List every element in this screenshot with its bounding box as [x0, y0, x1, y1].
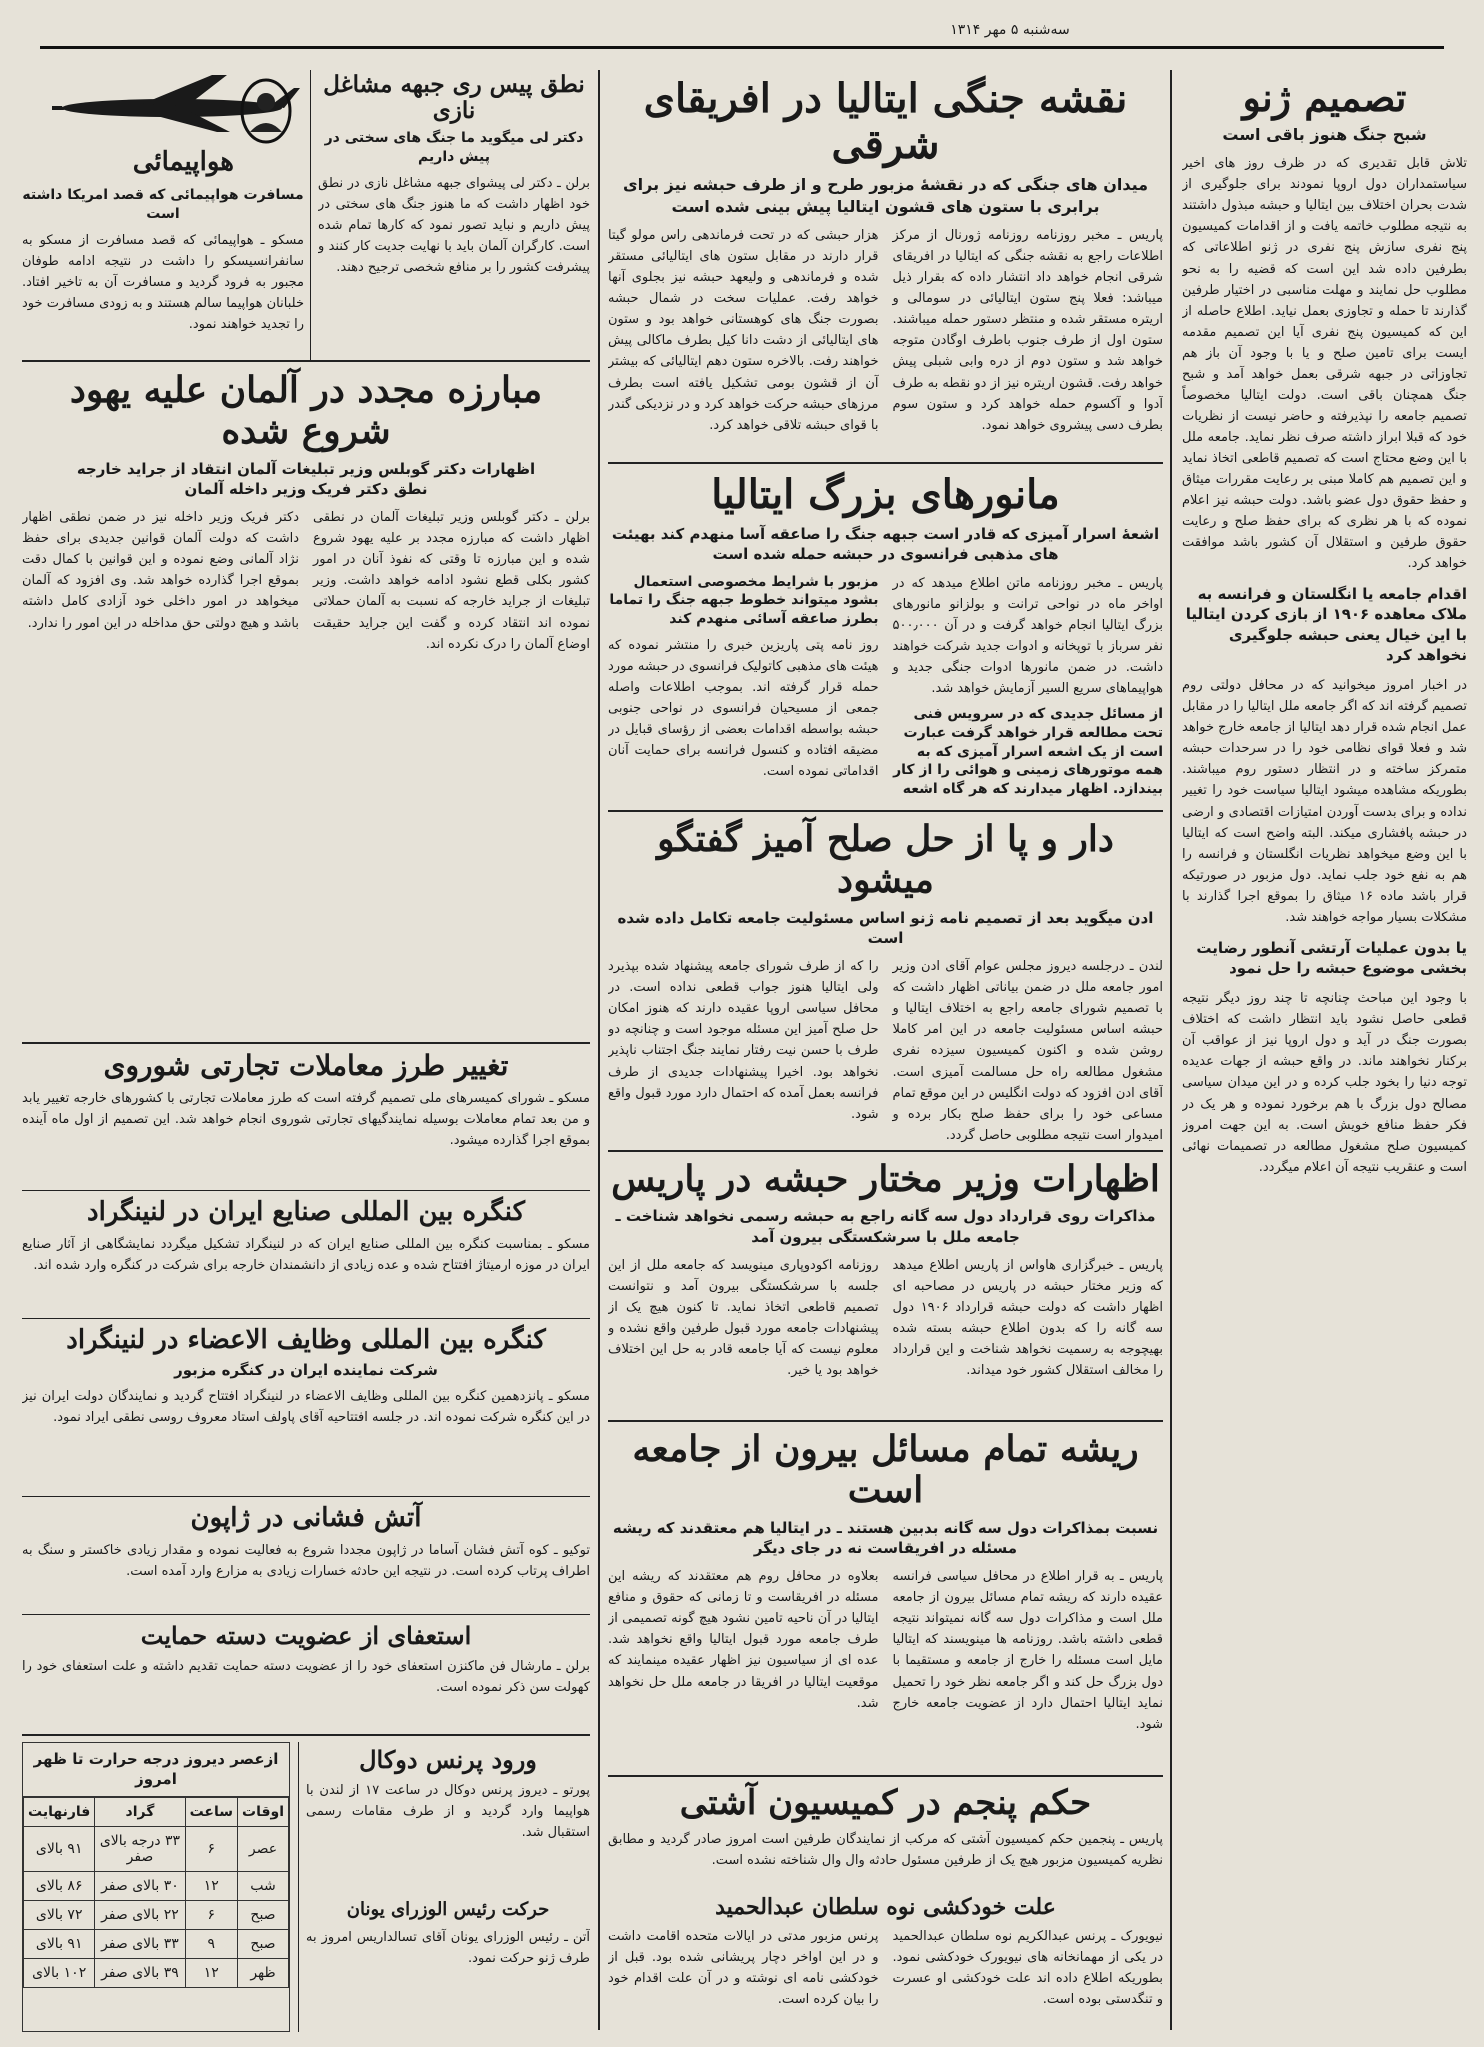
article-physiology-congress — [22, 1322, 590, 1492]
section-rule — [22, 1042, 590, 1044]
table-row — [24, 1929, 289, 1958]
article-body: دکتر فریک وزیر داخله نیز در ضمن نطقی اظهار داشت که دولت آلمان قوانین جدیدی برای حفظ نژاد آلمانی وضع نموده و این قوانین با کمال دقت بموقع اجرا گذارده خواهد شد. وی افزود که آلمان میخواهد در امور داخلی خود آزادی کامل داشته باشد و هیچ دولتی حق مداخله در این امور را ندارد. — [22, 510, 299, 631]
article-body: تلاش قابل تقدیری که در ظرف روز های اخیر سیاستمداران دول اروپا نمودند برای جلوگیری از شدت بحران اختلاف بین ایتالیا و حبشه مبذول داشتند به نتیجه مطلوب خاتمه یافت و از اقدامات کمیسیون پنج نفری سازش پنج نفری در ژنو اطلاعاتی که بطرفین داده شد این است که قضیه را به نحو مطلوب حل نمایند و مهلت مناسبی در اختیار طرفین گذارند تا حمله و تجاوزی بعمل نیاید. اطلاع حاصله از این که کمیسیون پنج نفری آیا این تصمیم مقدمه ایست برای تامین صلح و یا با وجود آن باز هم تجاوزاتی در جبهه شرقی بعمل خواهد آمد و شبح جنگ همچنان باقی است. دولت ایتالیا مخصوصاً تصمیم جامعه را نپذیرفته و حاضر نیست از نظریات خود که قبلا ابراز داشته صرف نظر نماید. جامعه ملل با این وضع محتاج است که تصمیم قاطعی اتخاذ نماید و این تصمیم هم کاملا مبنی بر رعایت مقررات میثاق و حفظ حقوق دول عضو باشد. دولت حبشه نیز اعلام نموده که با هر نظری که برای حفظ صلح و رعایت حقوق طرفین و استقلال آن کشور باشد موافقت خواهد کرد. — [1182, 156, 1467, 572]
column-divider — [298, 1742, 299, 2032]
article-abdulhamid-grandson — [608, 1893, 1163, 2033]
article-body: توکیو ـ کوه آتش فشان آساما در ژاپون مجددا شروع به فعالیت نموده و مقدار زیادی خاکستر و سنگ به اطراف پرتاب کرده است. در نتیجه این حادثه خسارات زیادی به مزارع وارد آمده است. — [22, 1542, 590, 1579]
table-cell: ۲۲ بالای صفر — [95, 1900, 185, 1929]
article-body: مسکو ـ بمناسبت کنگره بین المللی صنایع ایران که در لنینگراد تشکیل میگردد نمایشگاهی از آثار صنایع ایران در موزه ارمیتاژ افتتاح شده و عده زیادی از دانشمندان خارجه برای شرکت در کنگره وارد شده اند. — [22, 1236, 590, 1273]
article-body: برلن ـ دکتر گوبلس وزیر تبلیغات آلمان در نطقی اظهار داشت که مبارزه مجدد بر علیه یهود شروع شده و این مبارزه تا وقتی که نفوذ آنان در امور کشور بکلی قطع نشود ادامه خواهد داشت. وزیر تبلیغات از جراید خارجه که نسبت به آلمان حملاتی نموده اند انتقاد کرده و گفت این جراید حقیقت اوضاع آلمان را درک نکرده اند. — [313, 510, 590, 652]
column-divider — [310, 70, 311, 360]
table-cell: ۷۲ بالای — [24, 1900, 95, 1929]
table-cell: ۳۹ بالای صفر — [95, 1958, 185, 1987]
subheadline: دکتر لی میگوید ما جنگ های سختی در پیش داریم — [324, 129, 584, 165]
table-cell: شب — [238, 1871, 289, 1900]
section-rule — [22, 1614, 590, 1615]
table-cell: ۹۱ بالای — [24, 1929, 95, 1958]
temperature-box — [22, 1742, 290, 2032]
headline: حکم پنجم در کمیسیون آشتی — [679, 1783, 1092, 1823]
article-body: مسکو ـ شورای کمیسرهای ملی تصمیم گرفته است که طرز معاملات تجارتی با کشورهای خارجه تغییر یابد و من بعد تمام معاملات بوسیله نمایندگیهای تجارتی شوروی انجام خواهد شد. این تصمیم از اول ماه آینده بموقع اجرا گذارده میشود. — [22, 1091, 590, 1149]
article-body: برلن ـ دکتر لی پیشوای جبهه مشاغل نازی در نطق خود اظهار داشت که ما هنوز جنگ های سختی در پیش داریم و نباید تصور نمود که کارها تمام شده است. کارگران آلمان باید با نهایت جدیت کار کنند و پیشرفت کشور را بر منافع شخصی ترجیح دهند. — [318, 175, 590, 275]
table-header: ساعت — [185, 1797, 237, 1826]
article-conciliation-commission — [608, 1780, 1163, 1890]
headline: دار و پا از حل صلح آمیز گفتگو میشود — [657, 818, 1114, 902]
article-body: روز نامه پتی پاریزین خبری را منتشر نموده که هیئت های مذهبی کاتولیک فرانسوی در حبشه مورد حمله قرار گرفته اند. بموجب اطلاعات واصله جمعی از مسیحیان فرانسوی در نواحی جنوبی حبشه بواسطه اقدامات بعضی از رؤسای قبایل در مضیقه افتاده و کنسول فرانسه برای حمایت آنان اقداماتی نموده است. — [608, 638, 879, 780]
headline: کنگره بین المللی وظایف الاعضاء در لنینگراد — [66, 1325, 546, 1355]
section-rule — [608, 462, 1163, 464]
bold-paragraph: اقدام جامعه یا انگلستان و فرانسه به ملاک معاهده ۱۹۰۶ از بازی کردن ایتالیا با این خیال یعنی حبشه جلوگیری نخواهد کرد — [1185, 585, 1467, 664]
headline: اظهارات وزیر مختار حبشه در پاریس — [611, 1158, 1160, 1200]
article-soviet-trade — [22, 1046, 590, 1186]
article-body: پاریس ـ پنجمین حکم کمیسیون آشتی که مرکب از نمایندگان طرفین است امروز صادر گردید و مطابق نظریه کمیسیون مزبور هیچ یک از طرفین مسئول حادثه وال وال شناخته نشده است. — [608, 1832, 1163, 1869]
section-title: هواپیمائی — [132, 147, 234, 177]
column-divider — [598, 70, 600, 2030]
section-rule — [608, 1420, 1163, 1422]
section-rule — [22, 360, 590, 362]
article-body: برلن ـ مارشال فن ماکنزن استعفای خود را از عضویت دسته حمایت تقدیم داشته و علت استعفای خود را کهولت سن ذکر نموده است. — [22, 1658, 590, 1695]
subheadline: شرکت نماینده ایران در کنگره مزبور — [174, 1360, 438, 1379]
subheadline: نسبت بمذاکرات دول سه گانه بدبین هستند ـ در ایتالیا هم معتقدند که ریشه مسئله در افریقاست نه در جای دیگر — [612, 1518, 1159, 1558]
aviation-section — [22, 70, 304, 355]
table-cell: ۳۳ بالای صفر — [95, 1929, 185, 1958]
article-body: نیویورک ـ پرنس عبدالکریم نوه سلطان عبدالحمید در یکی از مهمانخانه های نیویورک خودکشی نمود. بطوریکه اطلاع داده اند علت خودکشی او عسرت و تنگدستی بوده است. — [892, 1929, 1163, 2008]
headline: ورود پرنس دوکال — [359, 1745, 537, 1774]
subheadline: اشعهٔ اسرار آمیزی که قادر است جبهه جنگ را صاعقه آسا منهدم کند بهیئت های مذهبی فرانسوی در حبشه حمله شده است — [611, 525, 1160, 564]
section-rule — [608, 810, 1163, 812]
table-cell: ۱۲ — [185, 1958, 237, 1987]
article-nazi-labor-front — [318, 70, 590, 355]
headline: مبارزه مجدد در آلمان علیه یهود شروع شده — [69, 369, 543, 453]
article-body: آتن ـ رئیس الوزرای یونان آقای تسالداریس امروز به طرف ژنو حرکت نمود. — [306, 1929, 590, 1966]
article-italy-maneuvers — [608, 468, 1163, 805]
table-cell: ۱۲ — [185, 1871, 237, 1900]
masthead-date: سه‌شنبه ۵ مهر ۱۳۱۴ — [950, 22, 1070, 38]
table-row — [24, 1826, 289, 1871]
article-ethiopian-minister — [608, 1155, 1163, 1415]
table-cell: صبح — [238, 1900, 289, 1929]
article-prince-arrival — [306, 1742, 590, 1892]
article-body: با وجود این مباحث چنانچه تا چند روز دیگر نتیجه قطعی حاصل نشود باید انتظار داشت که اختلاف بصورت جنگ در آید و دول اروپا نیز از عواقب آن برکنار نخواهند ماند. در واقع حبشه از جهات عدیده توجه دنیا را بخود جلب کرده و در این میدان سیاسی مصالح دول بزرگ با هم برخورد نموده و هر یک در فکر حفظ منافع خویش است. به این جهت امروز کمیسیون صلح مشغول مطالعه در تصمیمات نهائی است و عنقریب نتیجه آن اعلام میگردد. — [1182, 991, 1467, 1175]
headline: تصمیم ژنو — [1242, 75, 1407, 120]
subheadline: میدان های جنگی که در نقشهٔ مزبور طرح و از طرف حبشه نیز برای برابری با ستون های قشون ایتالیا پیش بینی شده است — [622, 175, 1149, 216]
article-body: را که از طرف شورای جامعه پیشنهاد شده بپذیرد ولی ایتالیا هنوز جواب قطعی نداده است. در محافل سیاسی اروپا عقیده دارند که هنوز امکان حل صلح آمیز این مسئله موجود است و چنانچه دو طرف با حسن نیت رفتار نمایند جنگ اجتناب ناپذیر نخواهد بود. اخیرا پیشنهادات جدیدی از طرف فرانسه بعمل آمده که احتمال دارد مورد قبول واقع شود. — [608, 959, 879, 1122]
headline: تغییر طرز معاملات تجارتی شوروی — [103, 1049, 509, 1082]
table-header: اوقات — [238, 1797, 289, 1826]
headline: آتش فشانی در ژاپون — [190, 1503, 422, 1533]
table-cell: ۶ — [185, 1900, 237, 1929]
table-cell: عصر — [238, 1826, 289, 1871]
table-header: گراد — [95, 1797, 185, 1826]
table-cell: صبح — [238, 1929, 289, 1958]
column-divider — [1170, 70, 1172, 2030]
table-row — [24, 1871, 289, 1900]
table-cell: ۳۳ درجه بالای صفر — [95, 1826, 185, 1871]
article-root-of-issues — [608, 1425, 1163, 1770]
table-row — [24, 1900, 289, 1929]
article-peaceful-solution — [608, 815, 1163, 1145]
section-rule — [22, 1190, 590, 1191]
article-iran-arts-congress — [22, 1194, 590, 1314]
masthead-rule — [40, 46, 1444, 49]
section-rule — [22, 1496, 590, 1497]
article-body: پورتو ـ دیروز پرنس دوکال در ساعت ۱۷ از لندن با هواپیما وارد گردید و از طرف مقامات رسمی استقبال شد. — [306, 1782, 590, 1840]
section-rule — [608, 1150, 1163, 1152]
subheadline: شبح جنگ هنوز باقی است — [1222, 124, 1427, 144]
article-body: پاریس ـ مخبر روزنامه روزنامه ژورنال از مرکز اطلاعات راجع به نقشه جنگی که ایتالیا در افریقای شرقی انجام خواهد داد انتشار داده که بقرار ذیل میباشد: فعلا پنج ستون ایتالیائی در سومالی و اریتره مستقر شده و منتظر دستور حمله میباشند. ستون اول از طرف جنوب باطرف اوگادن متوجه خواهد شد و ستون دوم از دره وابی شبلی پیش خواهد رفت. قشون اریتره نیز از دو نقطه به طرف آدوا و آکسوم حمله خواهد کرد و ستون سوم بطرف دسی پیشروی خواهد نمود. — [892, 228, 1163, 433]
article-body: بعلاوه در محافل روم هم معتقدند که ریشه این مسئله در افریقاست و تا زمانی که حقوق و منافع ایتالیا در آن ناحیه تامین نشود هیچ گونه تصمیمی از طرف جامعه مورد قبول ایتالیا واقع نخواهد شد. عده ای از سیاسیون نیز اظهار عقیده مینمایند که موقعیت ایتالیا در افریقا در جامعه ملل حل نخواهد شد. — [608, 1569, 879, 1711]
table-cell: ۳۰ بالای صفر — [95, 1871, 185, 1900]
subheadline: ادن میگوید بعد از تصمیم نامه ژنو اساس مسئولیت جامعه تکامل داده شده است — [617, 908, 1154, 948]
table-cell: ۹ — [185, 1929, 237, 1958]
headline: علت خودکشی نوه سلطان عبدالحمید — [715, 1894, 1056, 1920]
article-body: مسکو ـ هواپیمائی که قصد مسافرت از مسکو به سانفرانسیسکو را داشت در نتیجه ادامه طوفان مجبور به فرود گردید و مسافرت آن به تاخیر افتاد. خلبانان هواپیما سالم هستند و به زودی مسافرت خود را تجدید خواهند نمود. — [22, 232, 304, 332]
headline: کنگره بین المللی صنایع ایران در لنینگراد — [87, 1197, 525, 1227]
article-body: پاریس ـ مخبر روزنامه ماتن اطلاع میدهد که در اواخر ماه در نواحی ترانت و بولزانو مانورهای بزرگ ایتالیا انجام خواهد گرفت و در آن ۵۰۰٫۰۰۰ نفر سرباز با توپخانه و ادوات جدید شرکت خواهند داشت. در ضمن مانورها ادوات جنگی جدید و هواپیماهای سریع السیر آزمایش خواهد شد. — [892, 575, 1163, 696]
article-italy-war-plan — [608, 70, 1163, 455]
article-body: در اخبار امروز میخوانید که در محافل دولتی روم تصمیم گرفته اند که اگر جامعه ملل ایتالیا را در مقابل عمل انجام شده قرار دهد ایتالیا از جامعه خارج خواهد شد و فعلا قوای نظامی خود را در سرحدات حبشه متمرکز ساخته و در انتظار دستور روم میباشند. بطوریکه مشاهده میشود ایتالیا سیاست خود را تغییر نداده و برای بدست آوردن امتیازات اقتصادی و ارضی در حبشه پافشاری میکند. البته واضح است که ایتالیا با این وضع میخواهد نظریات انگلستان و فرانسه را هم به نفع خود جلب نماید. دول مزبور در صورتیکه قرار باشد ماده ۱۶ میثاق را بموقع اجرا گذارند با مشکلات بسیار مواجه خواهند شد. — [1182, 678, 1467, 925]
table-cell: ۶ — [185, 1826, 237, 1871]
section-rule — [22, 1318, 590, 1319]
temperature-title: ازعصر دیروز درجه حرارت تا ظهر امروز — [23, 1743, 289, 1797]
bold-paragraph: از مسائل جدیدی که در سرویس فنی تحت مطالعه قرار خواهد گرفت عبارت است از یک اشعه اسرار آمیزی که به همه موتورهای زمینی و هوائی را از کار بیندازد. اظهار میدارند که هر گاه اشعه — [893, 705, 1163, 798]
table-cell: ۹۱ بالای — [24, 1826, 95, 1871]
article-body: پاریس ـ به قرار اطلاع در محافل سیاسی فرانسه عقیده دارند که ریشه تمام مسائل بیرون از جامعه ملل است و مذاکرات دول سه گانه نمیتواند نتیجه قطعی داشته باشد. روزنامه ها مینویسند که ایتالیا مایل است مسئله را خارج از جامعه و مستقیما با دول بزرگ حل کند و اگر جامعه نظر خود را تحمیل نماید ایتالیا احتمال دارد از عضویت جامعه خارج شود. — [892, 1569, 1163, 1732]
article-body: روزنامه اکودوپاری مینویسد که جامعه ملل از این جلسه با سرشکستگی بیرون آمد و نتوانست تصمیم قاطعی اتخاذ نماید. تا کنون هیچ یک از پیشنهادات جامعه مورد قبول طرفین واقع نشده و معلوم نیست که آیا جامعه قادر به حل این اختلاف خواهد بود یا خیر. — [608, 1257, 879, 1379]
article-resignation — [22, 1618, 590, 1728]
article-body: لندن ـ درجلسه دیروز مجلس عوام آقای ادن وزیر امور جامعه ملل در ضمن بیاناتی اظهار داشت که با تصمیم شورای جامعه راجع به اختلاف ایتالیا و حبشه اساس مسئولیت جامعه در این امر کاملا روشن شده و اکنون کمیسیون سیزده نفری مشغول مطالعه راه حل مسالمت آمیزی است. آقای ادن افزود که دولت انگلیس در این موقع تمام مساعی خود را برای حفظ صلح بکار برده و امیدوار است نتیجه مطلوبی حاصل گردد. — [892, 959, 1163, 1143]
table-row — [24, 1958, 289, 1987]
headline: نقشه جنگی ایتالیا در افریقای شرقی — [643, 75, 1128, 168]
article-body: هزار حبشی که در تحت فرماندهی راس مولو گیتا قرار دارند در مقابل ستون های ایتالیائی مستقر شده و فرماندهی و ولیعهد حبشه نیز بجلوی آنها خواهد رفت. عملیات سخت در شمال حبشه بصورت جنگ های کوهستانی خواهد بود و ستون های ایتالیائی از دشت دانا کیل بطرف ماکالی پیش خواهند رفت. بالاخره ستون دهم ایتالیائی که بیشتر آن از قشون بومی تشکیل یافته است بطرف مرزهای حبشه حرکت خواهد کرد و در نزدیکی گندر با قوای حبشه تلاقی خواهد کرد. — [608, 228, 879, 433]
headline: مانورهای بزرگ ایتالیا — [711, 471, 1060, 518]
subheadline: مذاکرات روی قرارداد دول سه گانه راجع به حبشه رسمی نخواهد شناخت ـ جامعه ملل با سرشکستگی بیرون آمد — [615, 1207, 1156, 1246]
headline: نطق پیس ری جبهه مشاغل نازی — [323, 71, 585, 125]
bold-paragraph: مزبور با شرایط مخصوصی استعمال بشود میتواند خطوط جبهه جنگ را تماما بطرز صاعقه آسائی منهدم کند — [609, 573, 879, 628]
article-greek-pm — [306, 1896, 590, 2032]
section-rule — [608, 1775, 1163, 1777]
table-cell: ظهر — [238, 1958, 289, 1987]
article-germany-campaign — [22, 366, 590, 1036]
article-geneva — [1182, 70, 1467, 2030]
subheadline: اظهارات دکتر گوبلس وزیر تبلیغات آلمان انتقاد از جراید خارجه — [76, 459, 536, 478]
subheadline: نطق دکتر فریک وزیر داخله آلمان — [184, 480, 428, 499]
bold-paragraph: یا بدون عملیات آرتشی آنطور رضایت بخشی موضوع حبشه را حل نمود — [1196, 938, 1467, 978]
article-body: پاریس ـ خبرگزاری هاواس از پاریس اطلاع میدهد که وزیر مختار حبشه در پاریس در مصاحبه ای اظهار داشت که دولت حبشه قرارداد ۱۹۰۶ دول سه گانه را که بدون اطلاع حبشه بسته شده بهیچوجه به رسمیت نخواهد شناخت و این قرارداد را مخالف استقلال کشور خود میداند. — [892, 1257, 1163, 1379]
table-cell: ۱۰۲ بالای — [24, 1958, 95, 1987]
article-body: مسکو ـ پانزدهمین کنگره بین المللی وظایف الاعضاء در لنینگراد افتتاح گردید و نمایندگان دولت ایران نیز در این کنگره شرکت نموده اند. در جلسه افتتاحیه آقای پاولف استاد معروف روسی نطقی ایراد نمود. — [22, 1389, 590, 1426]
table-header: فارنهایت — [24, 1797, 95, 1826]
table-cell: ۸۶ بالای — [24, 1871, 95, 1900]
article-body: پرنس مزبور مدتی در ایالات متحده اقامت داشت و در این اواخر دچار پریشانی شده بود. قبل از خودکشی نامه ای نوشته و در آن علت اقدام خود را بیان کرده است. — [608, 1929, 879, 2008]
pilot-medallion-icon — [240, 78, 292, 144]
subheadline: مسافرت هواپیمائی که قصد امریکا داشته است — [22, 186, 304, 222]
temperature-table — [23, 1797, 289, 1988]
headline: استعفای از عضویت دسته حمایت — [140, 1621, 472, 1650]
section-rule — [22, 1734, 590, 1736]
article-japan-volcano — [22, 1500, 590, 1610]
headline: حرکت رئیس الوزرای یونان — [346, 1899, 550, 1920]
headline: ریشه تمام مسائل بیرون از جامعه است — [632, 1428, 1139, 1512]
